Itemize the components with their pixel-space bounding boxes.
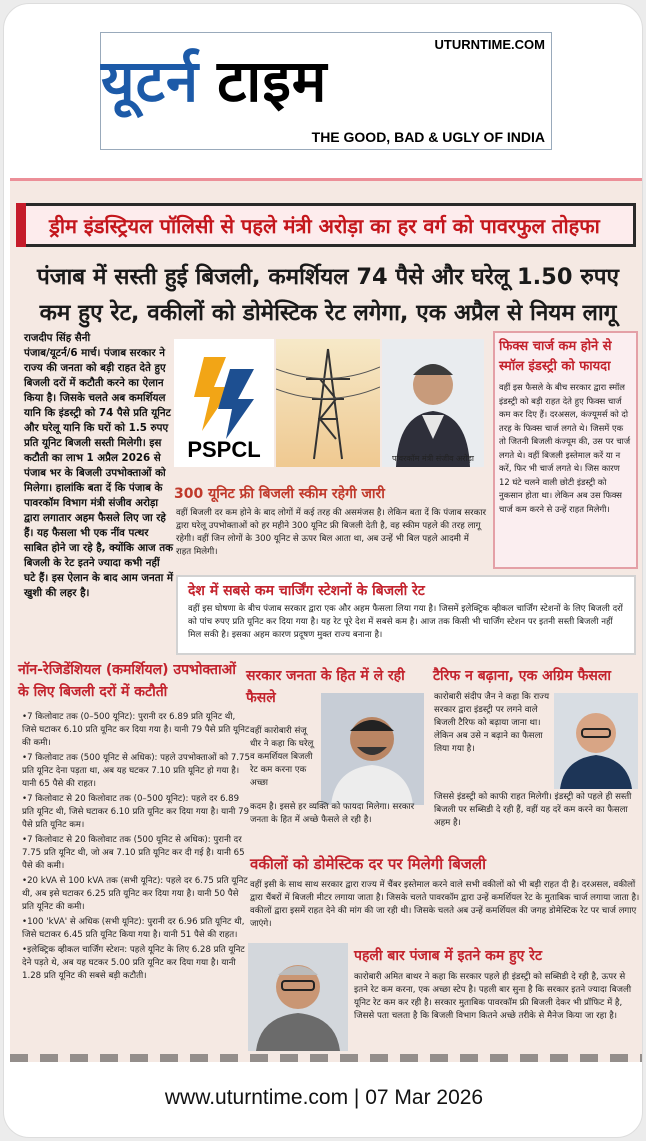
masthead xyxy=(100,32,552,150)
nonres-heading: नॉन-रेजिडेंशियल (कमर्शियल) उपभोक्ताओं के लिए बिजली दरों में कटौती xyxy=(18,662,236,700)
gov-decision-heading: सरकार जनता के हित में ले रही फैसले xyxy=(246,668,405,706)
ev-charging-body: वहीं इस घोषणा के बीच पंजाब सरकार द्वारा एक और अहम फैसला लिया गया है। जिसमें इलेक्ट्रिक व्हीकल चार्जिंग स्टेशनों के लिए बिजली दरों को पांच रुपए प्रति यूनिट कर दिया गया है। यह रेट पूरे देश में सबसे कम है। आज तक किसी भी चार्जिंग स्टेशन पर इतनी सस्ती बिजली नहीं मिल सकी है। इसका अहम कारण प्रदूषण मुक्त राज्य बनाना है। xyxy=(188,604,623,640)
fixed-charge-box xyxy=(493,331,638,569)
list-item: • 20 kVA से 100 kVA तक (सभी यूनिट): पहले दर 6.75 प्रति यूनिट थी, अब इसे घटाकर 6.25 प्रति यूनिट कर दिया गया है। यानी 50 पैसे प्रति यूनिट की कमी। xyxy=(22,875,250,914)
businessman-photo-3 xyxy=(248,943,348,1051)
free-scheme-heading: 300 यूनिट फ्री बिजली स्कीम रहेगी जारी xyxy=(174,486,385,502)
news-card xyxy=(3,3,643,1138)
list-item: • 7 किलोवाट तक (500 यूनिट से अधिक): पहले उपभोक्ताओं को 7.75 प्रति यूनिट देना पड़ता था, अब यह घटकर 7.10 प्रति यूनिट हो गया है। यानी 65 पैसे की राहत। xyxy=(22,752,250,791)
minister-photo-caption: पावरकॉम मंत्री संजीव अरोड़ा xyxy=(392,454,474,463)
gov-decision-body: वहीं कारोबारी संजू धीर ने कहा कि घरेलू व कमर्शियल बिजली रेट कम करना एक अच्छा xyxy=(250,726,314,788)
masthead-title-part1: यूटर्न xyxy=(101,47,200,115)
kicker-text: ड्रीम इंडस्ट्रियल पॉलिसी से पहले मंत्री अरोड़ा का हर वर्ग को पावरफुल तोहफा xyxy=(49,213,600,238)
list-item: • 7 किलोवाट से 20 किलोवाट तक (0–500 यूनिट): पहले दर 6.89 प्रति यूनिट थी, जिसे घटाकर 6.10 प्रति यूनिट कर दिया गया है। यानी 79 पैसे प्रति यूनिट कम। xyxy=(22,793,250,832)
tariff-heading: टैरिफ न बढ़ाना, एक अग्रिम फैसला xyxy=(433,668,612,684)
ev-charging-box xyxy=(176,575,636,655)
fixed-charge-heading: फिक्स चार्ज कम होने से स्मॉल इंडस्ट्री को फायदा xyxy=(499,339,612,374)
lead-column xyxy=(24,331,174,601)
footer-caption: www.uturntime.com | 07 Mar 2026 xyxy=(164,1086,484,1109)
free-scheme-body: वहीं बिजली दर कम होने के बाद लोगों में कई तरह की असमंजस है। लेकिन बता दें कि पंजाब सरकार द्वारा घरेलू उपभोक्ताओं को हर महीने 300 यूनिट फ्री बिजली देती है, वह स्कीम पहले की तरह लागू रहेगी। वहीं जिन लोगों के 300 यूनिट से ऊपर बिल आता था, अब उन्हें भी बिल पहले आदमी में राहत मिलेगी। xyxy=(176,508,486,557)
pspcl-logo-text: PSPCL xyxy=(187,437,261,462)
power-pylon-photo xyxy=(276,339,380,467)
masthead-url: UTURNTIME.COM xyxy=(434,37,545,52)
nonres-rate-list xyxy=(22,711,250,985)
tariff-body-cont: जिससे इंडस्ट्री को काफी राहत मिलेगी। इंडस्ट्री को पहले ही सस्ती बिजली पर सब्सिडी दे रही हैं, वहीं यह दरें कम करने का फैसला अहम है। xyxy=(434,792,632,828)
newspaper-clipping xyxy=(10,178,643,1062)
fixed-charge-body: वहीं इस फैसले के बीच सरकार द्वारा स्मॉल इंडस्ट्री को बड़ी राहत देते हुए फिक्स चार्ज कम कर दिए हैं। दरअसल, कंज्यूमर्स को दो तरह के फिक्स चार्ज लगते थे। जिसमें एक तो जितनी बिजली कंज्यूम की, उस पर चार्ज लगते थे। वहीं बिजली इस्तेमाल करें या न करें, फिर भी चार्ज लगते थे। जिस कारण 12 घंटे चलने वाली छोटी इंडस्ट्री को नुकसान होता था। लेकिन अब उस फिक्स चार्ज कम करने से उन्हें राहत मिलेगी। xyxy=(499,382,631,514)
list-item: • 100 'kVA' से अधिक (सभी यूनिट): पुरानी दर 6.96 प्रति यूनिट थी, जिसे घटाकर 6.45 प्रति यूनिट किया गया है। यानी 51 पैसे की राहत। xyxy=(22,916,250,942)
lead-text: पंजाब/यूटर्न/6 मार्च। पंजाब सरकार ने राज्य की जनता को बड़ी राहत देते हुए बिजली दरों में कटौती करने का ऐलान किया है। जिसके चलते अब कमर्शियल यानि कि इंडस्ट्री को 74 पैसे प्रति यूनिट और घरेलू यानि कि घरों को 1.5 रुपए प्रति यूनिट बिजली सस्ती मिलेगी। इस कटौती का लाभ 1 अप्रैल 2026 से पंजाब भर के बिजली उपभोक्ताओं को मिलेगा। हालांकि बता दें कि पंजाब के पावरकॉम विभाग मंत्री संजीव अरोड़ा द्वारा लगातार अहम फैसले लिए जा रहे हैं। यह फैसला भी एक नींव पत्थर साबित होने जा रहे है, क्योंकि आज तक बिजली के रेट इतने ज्यादा कभी नहीं घटे हैं। इस ऐलान के बाद आम जनता में खुशी की लहर है। xyxy=(24,347,174,599)
main-headline: पंजाब में सस्ती हुई बिजली, कमर्शियल 74 पैसे और घरेलू 1.50 रुपए कम हुए रेट, वकीलों को डोमेस्टिक रेट लगेगा, एक अप्रैल से नियम लागू xyxy=(36,264,620,326)
pspcl-logo-image xyxy=(174,339,274,467)
cut-off-text-strip xyxy=(10,1054,643,1062)
kicker-banner xyxy=(16,203,636,247)
masthead-title xyxy=(101,39,553,118)
lawyer-heading: वकीलों को डोमेस्टिक दर पर मिलेगी बिजली xyxy=(250,855,486,873)
first-time-heading: पहली बार पंजाब में इतने कम हुए रेट xyxy=(354,948,543,964)
masthead-tagline: THE GOOD, BAD & UGLY OF INDIA xyxy=(311,129,545,145)
first-time-body: कारोबारी अमित बाथर ने कहा कि सरकार पहले ही इंडस्ट्री को सब्सिडी दे रही है, ऊपर से इतने रेट कम करना, एक अच्छा स्टेप है। पहली बार सुना है कि सरकार इतने ज्यादा बिजली यूनिट रेट कम कर रही है। सरकार मुताबिक पावरकॉम फ्री बिजली देकर भी प्रॉफिट में है, जिससे पता चलता है कि बिजली विभाग कितने अच्छे तरीके से मैनेज किया जा रहा है। xyxy=(354,972,632,1021)
kicker-accent-bar xyxy=(16,203,26,247)
gov-decision-body-cont: कदम है। इससे हर व्यक्ति को फायदा मिलेगा। सरकार जनता के हित में अच्छे फैसले ले रही है। xyxy=(250,802,415,825)
businessman-photo-2 xyxy=(554,693,638,789)
list-item: • 7 किलोवाट तक (0–500 यूनिट): पुरानी दर 6.89 प्रति यूनिट थी, जिसे घटाकर 6.10 प्रति यूनिट कर दिया गया है। यानी 79 पैसे प्रति यूनिट की कमी। xyxy=(22,711,250,750)
list-item: • 7 किलोवाट से 20 किलोवाट तक (500 यूनिट से अधिक): पुरानी दर 7.75 प्रति यूनिट थी, जो अब 7.10 प्रति यूनिट कर दी गई है। यानी 65 पैसे की कमी। xyxy=(22,834,250,873)
lawyer-body: वहीं इसी के साथ साथ सरकार द्वारा राज्य में चैंबर इस्तेमाल करने वाले सभी वकीलों को भी बड़ी राहत दी है। दरअसल, वकीलों द्वारा चैंबरों में बिजली मीटर लगाया जाता है। जिसके चलते पावरकॉम द्वारा उन्हें कमर्शियल रेट के मुताबिक चार्ज लगाया जाता है। वकीलों द्वारा इसमें राहत देने की मांग की जा रही थी। जिसके चलते अब उन्हें कमर्शियल की जगह डोमेस्टिक रेट पर चार्ज लगाए जाएंगे। xyxy=(250,880,640,929)
businessman-photo xyxy=(321,693,424,805)
tariff-body: कारोबारी संदीप जैन ने कहा कि राज्य सरकार द्वारा इंडस्ट्री पर लगने वाले बिजली टैरिफ को बढ़ाया जाना था। लेकिन अब उसे न बढ़ाने का फैसला लिया गया है। xyxy=(434,692,550,754)
masthead-title-part2: टाइम xyxy=(217,47,328,115)
list-item: • इलेक्ट्रिक व्हीकल चार्जिंग स्टेशन: पहले यूनिट के लिए 6.28 प्रति यूनिट देने पड़ते थे, अब यह घटकर 5.00 प्रति यूनिट कर दिया गया है। यानी 1.28 प्रति यूनिट की सबसे बड़ी कटौती। xyxy=(22,944,250,983)
minister-photo xyxy=(382,339,484,467)
byline: राजदीप सिंह सैनी xyxy=(24,332,91,344)
ev-charging-heading: देश में सबसे कम चार्जिंग स्टेशनों के बिजली रेट xyxy=(188,583,425,599)
